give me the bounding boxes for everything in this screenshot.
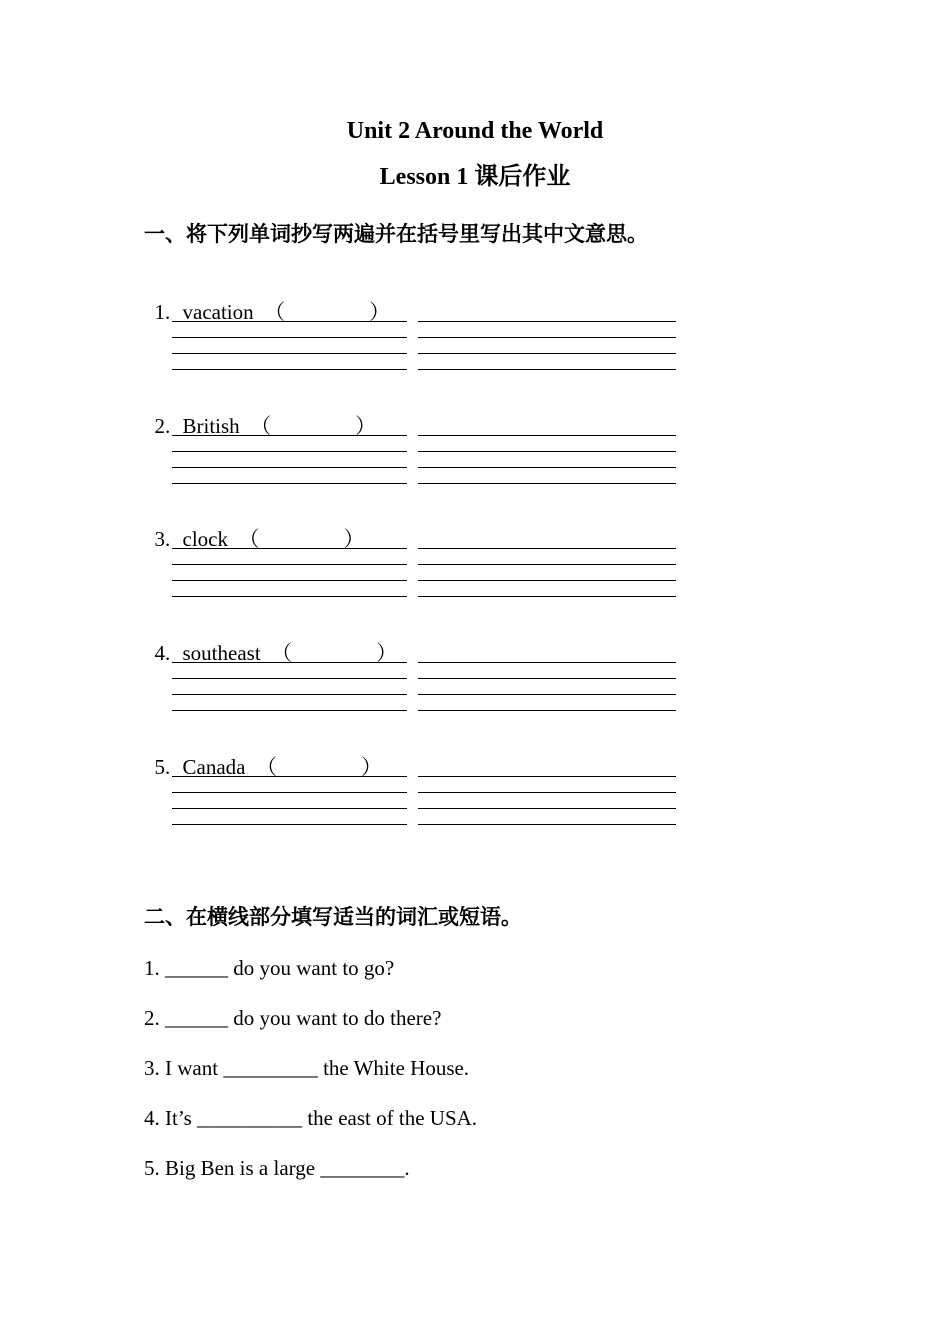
section-1-heading: 一、将下列单词抄写两遍并在括号里写出其中文意思。 bbox=[144, 222, 648, 246]
item-number: 4. bbox=[154, 641, 171, 665]
word-text: British bbox=[182, 414, 240, 438]
section-2-heading: 二、在横线部分填写适当的词汇或短语。 bbox=[144, 905, 522, 929]
copy-lines[interactable] bbox=[172, 548, 676, 598]
fill-blank-item[interactable]: 4. It’s __________ the east of the USA. bbox=[144, 1106, 478, 1130]
fill-blank-item[interactable]: 2. ______ do you want to do there? bbox=[144, 1006, 442, 1030]
word-text: vacation bbox=[182, 300, 254, 324]
copy-lines[interactable] bbox=[172, 435, 676, 485]
word-item bbox=[144, 384, 376, 440]
word-text: Canada bbox=[182, 755, 246, 779]
item-number: 5. bbox=[154, 755, 171, 779]
copy-lines[interactable] bbox=[172, 776, 676, 826]
meaning-brackets[interactable]: （ ） bbox=[250, 414, 377, 438]
word-text: southeast bbox=[182, 641, 261, 665]
fill-blank-item[interactable]: 5. Big Ben is a large ________. bbox=[144, 1156, 410, 1180]
item-number: 1. bbox=[154, 300, 171, 324]
meaning-brackets[interactable]: （ ） bbox=[271, 641, 398, 665]
word-text: clock bbox=[182, 527, 228, 551]
page-title: Unit 2 Around the World bbox=[346, 118, 604, 144]
copy-lines[interactable] bbox=[172, 321, 676, 371]
word-item bbox=[144, 611, 397, 667]
meaning-brackets[interactable]: （ ） bbox=[264, 300, 391, 324]
word-item bbox=[144, 270, 390, 326]
item-number: 2. bbox=[154, 414, 171, 438]
fill-blank-item[interactable]: 1. ______ do you want to go? bbox=[144, 956, 395, 980]
lesson-subtitle: Lesson 1 课后作业 bbox=[379, 164, 571, 190]
item-number: 3. bbox=[154, 527, 171, 551]
copy-lines[interactable] bbox=[172, 662, 676, 712]
word-item bbox=[144, 497, 364, 553]
word-item bbox=[144, 725, 382, 781]
fill-blank-item[interactable]: 3. I want _________ the White House. bbox=[144, 1056, 470, 1080]
meaning-brackets[interactable]: （ ） bbox=[255, 755, 382, 779]
meaning-brackets[interactable]: （ ） bbox=[238, 527, 365, 551]
